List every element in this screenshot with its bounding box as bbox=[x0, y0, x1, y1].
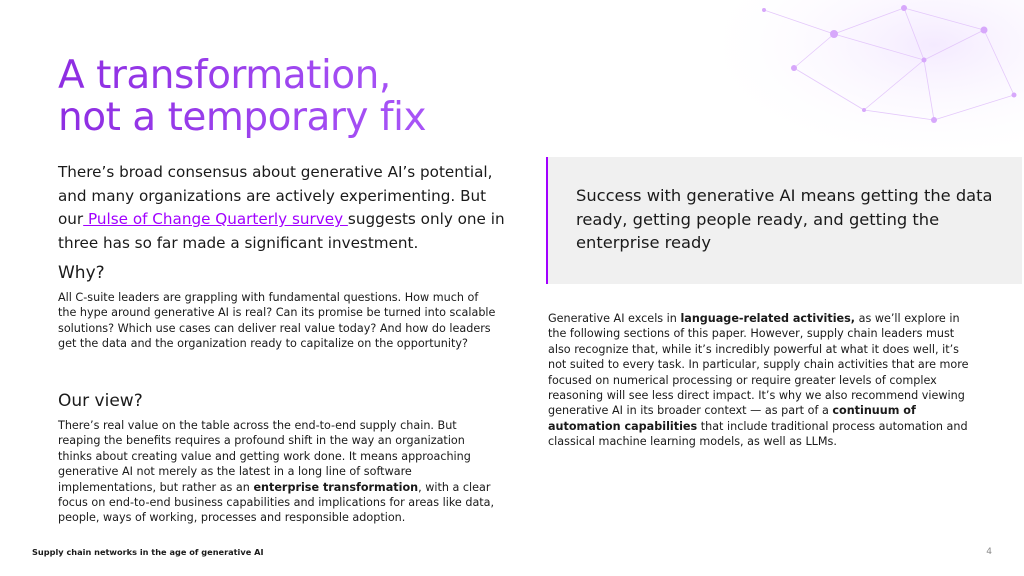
why-heading: Why? bbox=[58, 263, 105, 283]
right-body-bold-1: language-related activities, bbox=[680, 312, 856, 325]
title-line-2: not a temporary fix bbox=[58, 95, 427, 140]
title-line-1: A transformation, bbox=[58, 53, 391, 98]
intro-paragraph bbox=[58, 161, 508, 255]
our-view-heading: Our view? bbox=[58, 391, 143, 411]
right-body-text-3: that include traditional process automation and classical machine learning models, as well as LLMs. bbox=[548, 419, 968, 449]
our-view-text-1: There’s real value on the table across the end-to-end supply chain. But reaping the benefits requires a profound shift in the way an organization thinks about creating value and getting work done. It means approaching generative AI not merely as the latest in a long line of software implementations, but rather as an bbox=[58, 419, 471, 494]
why-body: All C-suite leaders are grappling with fundamental questions. How much of the hype around generative AI is real? Can its promise be turned into scalable solutions? Which use cases can deliver real value today? And how do leaders get the data and the organization ready to capitalize on the opportunity? bbox=[58, 291, 496, 351]
pull-quote-box bbox=[546, 157, 1022, 284]
our-view-body bbox=[58, 418, 498, 526]
right-body-text-1: Generative AI excels in bbox=[548, 312, 681, 325]
right-body-paragraph bbox=[548, 311, 973, 450]
right-body-text-2: as we’ll explore in the following sections of this paper. However, supply chain leaders must also recognize that, while it’s incredibly powerful at what it does well, it’s not suited to every task. In particular, supply chain activities that are more focused on numerical processing or require greater levels of complex reasoning will see less direct impact. It’s why we also recommend viewing generative AI in its broader context — as part of a bbox=[548, 312, 969, 418]
network-graphic bbox=[724, 0, 1024, 150]
intro-text-after: suggests only one in three has so far made a significant investment. bbox=[58, 210, 505, 252]
right-body-bold-2: continuum of automation capabilities bbox=[548, 404, 916, 433]
our-view-text-2: , with a clear focus on end-to-end business capabilities and implications for areas like data, people, ways of working, processes and responsible adoption. bbox=[58, 480, 495, 525]
page-number: 4 bbox=[986, 547, 992, 557]
our-view-bold: enterprise transformation bbox=[253, 480, 419, 494]
page-title bbox=[58, 55, 426, 139]
footer-title: Supply chain networks in the age of generative AI bbox=[32, 547, 264, 557]
pull-quote-text: Success with generative AI means getting the data ready, getting people ready, and getting the enterprise ready bbox=[576, 186, 993, 252]
survey-link[interactable]: Pulse of Change Quarterly survey bbox=[83, 210, 348, 228]
intro-text-before: There’s broad consensus about generative AI’s potential, and many organizations are actively experimenting. But our bbox=[58, 163, 493, 228]
